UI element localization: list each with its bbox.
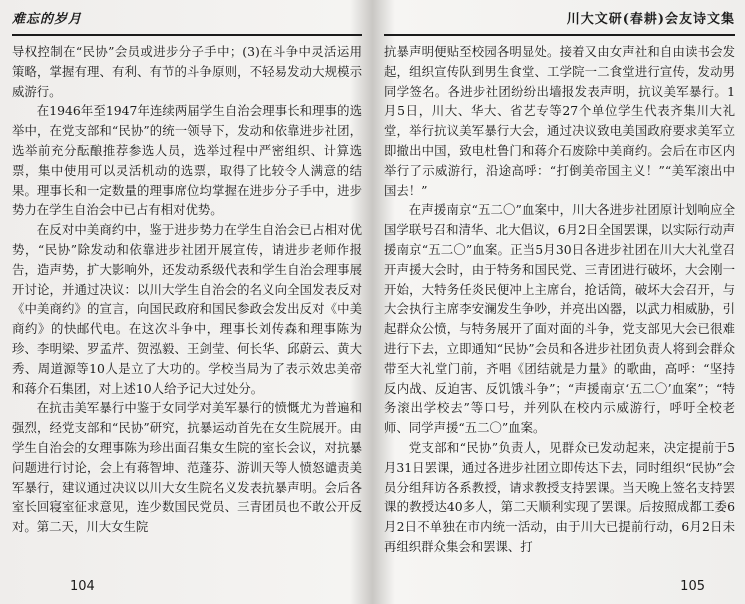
left-page-number: 104	[70, 579, 95, 594]
right-page	[376, 0, 745, 604]
right-page-number: 105	[680, 579, 705, 594]
left-page	[0, 0, 370, 604]
right-paragraph-1: 抗暴声明便贴至校园各明显处。接着又由女声社和自由读书会发起，组织宣传队到男生食堂、工学院一二食堂进行宣传，发动男同学签名。各进步社团纷纷出墙报发表声明，抗议美军暴行。1月5日，川大、华大、省艺专等27个单位学生代表齐集川大礼堂，举行抗议美军暴行大会，通过决议致电美国政府要求美军立即撤出中国，致电杜鲁门和蒋介石废除中美商约。会后在市区内举行了示威游行，沿途高呼：“打倒美帝国主义！”“美军滚出中国去！”	[384, 44, 735, 198]
right-paragraph-2: 在声援南京“五二〇”血案中，川大各进步社团原计划响应全国学联号召和清华、北大倡议，6月2日全国罢课，以实际行动声援南京“五二〇”血案。正当5月30日各进步社团在川大大礼堂召开声援大会时，由于特务和国民党、三青团进行破坏，大会刚一开始，大特务任炎民便冲上主席台，抢话筒，破坏大会召开，与大会执行主席李安澜发生争吵，并亮出凶器，以武力相威胁，引起群众公愤，与特务展开了面对面的斗争，党支部见大会已很难进行下去，立即通知“民协”会员和各进步社团负责人将到会群众带至大礼堂门前，齐唱《团结就是力量》的歌曲，高呼：“坚持反内战、反迫害、反饥饿斗争”；“声援南京‘五二〇’血案”；“特务滚出学校去”等口号，并列队在校内示威游行，呼吁全校老师、同学声援“五二〇”血案。	[384, 202, 735, 436]
right-page-header: 川大文研(春耕)会友诗文集	[384, 0, 735, 36]
right-page-body	[384, 36, 735, 557]
left-paragraph-2: 在1946年至1947年连续两届学生自治会理事长和理事的选举中，在党支部和“民协”的统一领导下，发动和依靠进步社团，选举前充分酝酿推荐参选人员，选举过程中严密组织、计算选票，集中使用可以灵活机动的选票，取得了比较令人满意的结果。理事长和一定数量的理事席位均掌握在进步分子手中，进步势力在学生自治会中已占有相对优势。	[12, 103, 362, 218]
left-page-header: 难忘的岁月	[12, 0, 362, 36]
right-paragraph-3: 党支部和“民协”负责人，见群众已发动起来，决定提前于5月31日罢课，通过各进步社团立即传达下去，同时组织“民协”会员分组拜访各系教授，请求教授支持罢课。当天晚上签名支持罢课的教授达40多人，第二天顺利实现了罢课。后按照成都工委6月2日不单独在市内统一活动，由于川大已提前行动，6月2日未再组织群众集会和罢课、打	[384, 439, 735, 554]
left-paragraph-4: 在抗击美军暴行中鉴于女同学对美军暴行的愤慨尤为普遍和强烈，经党支部和“民协”研究，抗暴运动首先在女生院展开。由学生自治会的女理事陈为珍出面召集女生院的室长会议，对抗暴问题进行讨论，会上有蒋智坤、范蓬芬、游训天等人愤怒谴责美军暴行，建议通过决议以川大女生院名义发表抗暴声明。会后各室长回寝室征求意见，连少数国民党员、三青团员也不敢公开反对。第二天，川大女生院	[12, 400, 362, 535]
left-paragraph-1: 导权控制在“民协”会员或进步分子手中；(3)在斗争中灵活运用策略，掌握有理、有利、有节的斗争原则，不轻易发动大规模示威游行。	[12, 44, 362, 99]
left-page-body	[12, 36, 362, 537]
left-paragraph-3: 在反对中美商约中，鉴于进步势力在学生自治会已占相对优势，“民协”除发动和依靠进步社团开展宣传，请进步老师作报告，造声势，扩大影响外，还发动系级代表和学生自治会理事展开讨论，并通过决议：以川大学生自治会的名义向全国发表反对《中美商约》的宣言，向国民政府和国民参政会发出反对《中美商约》的快邮代电。在这次斗争中，理事长刘传森和理事陈为珍、李明梁、罗孟芹、贺泓毅、王剑莹、何长华、邱蔚云、黄大秀、周道源等10人是立了大功的。学校当局为了表示效忠美帝和蒋介石集团，对上述10人给予记大过处分。	[12, 222, 362, 396]
